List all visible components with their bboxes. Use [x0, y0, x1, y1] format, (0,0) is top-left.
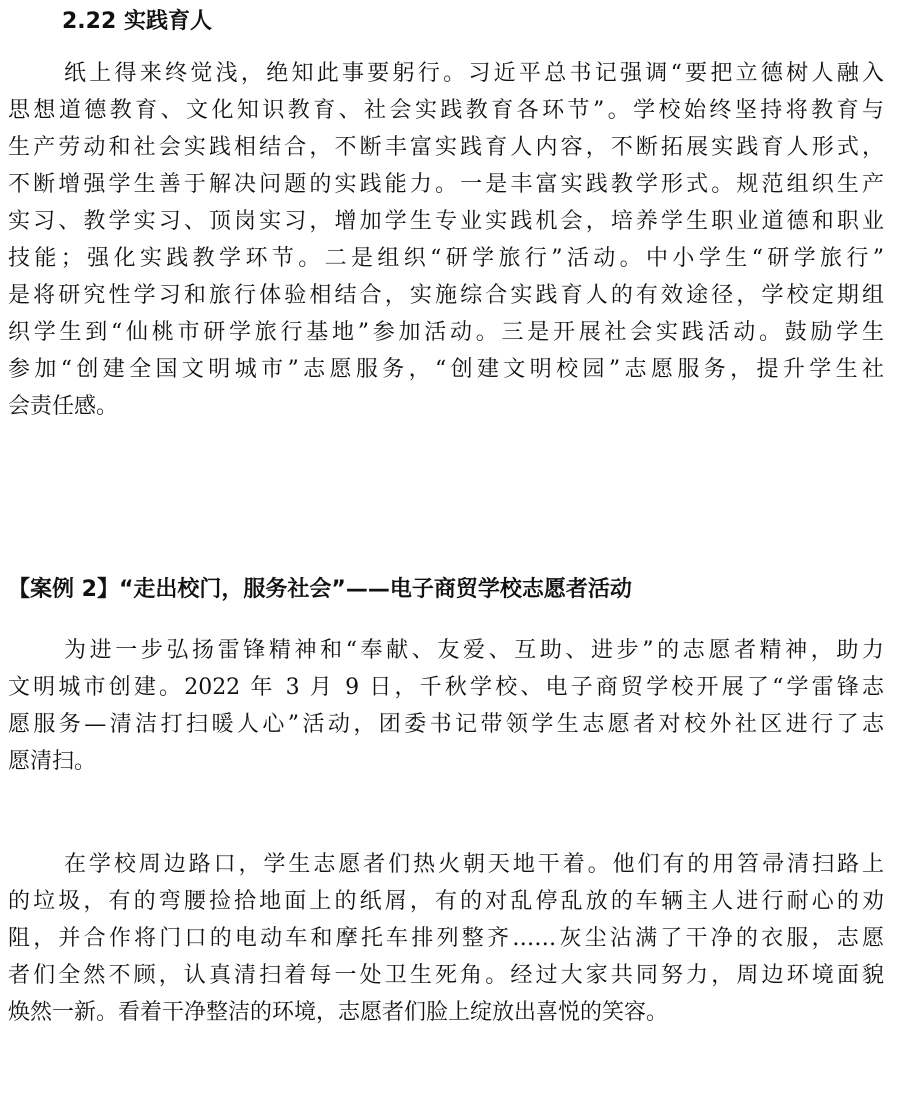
- paragraph-line: 阻，并合作将门口的电动车和摩托车排列整齐……灰尘沾满了干净的衣服，志愿: [8, 926, 884, 951]
- paragraph-line: 织学生到“仙桃市研学旅行基地”参加活动。三是开展社会实践活动。鼓励学生: [8, 320, 884, 345]
- paragraph-line: 技能；强化实践教学环节。二是组织“研学旅行”活动。中小学生“研学旅行”: [8, 246, 884, 271]
- paragraph-line: 实习、教学实习、顶岗实习，增加学生专业实践机会，培养学生职业道德和职业: [8, 209, 884, 234]
- paragraph-line: 焕然一新。看着干净整洁的环境，志愿者们脸上绽放出喜悦的笑容。: [8, 1000, 669, 1025]
- paragraph-line: 者们全然不顾，认真清扫着每一处卫生死角。经过大家共同努力，周边环境面貌: [8, 963, 884, 988]
- paragraph-line: 思想道德教育、文化知识教育、社会实践教育各环节”。学校始终坚持将教育与: [8, 98, 884, 123]
- section-heading: 2.22 实践育人: [62, 9, 212, 34]
- paragraph-line: 会责任感。: [8, 394, 119, 419]
- section-paragraph: [8, 55, 884, 425]
- paragraph-line: 纸上得来终觉浅，绝知此事要躬行。习近平总书记强调“要把立德树人融入: [64, 61, 884, 86]
- paragraph-line: 为进一步弘扬雷锋精神和“奉献、友爱、互助、进步”的志愿者精神，助力: [64, 638, 884, 663]
- paragraph-line: 不断增强学生善于解决问题的实践能力。一是丰富实践教学形式。规范组织生产: [8, 172, 884, 197]
- paragraph-line: 参加“创建全国文明城市”志愿服务，“创建文明校园”志愿服务，提升学生社: [8, 357, 884, 382]
- paragraph-line: 在学校周边路口，学生志愿者们热火朝天地干着。他们有的用笤帚清扫路上: [64, 852, 884, 877]
- paragraph-line: 愿服务—清洁打扫暖人心”活动，团委书记带领学生志愿者对校外社区进行了志: [8, 712, 884, 737]
- case-paragraph-1: [8, 632, 884, 780]
- case-paragraph-2: [8, 846, 884, 1031]
- case-heading: 【案例 2】“走出校门，服务社会”——电子商贸学校志愿者活动: [8, 577, 632, 602]
- paragraph-line: 的垃圾，有的弯腰捡拾地面上的纸屑，有的对乱停乱放的车辆主人进行耐心的劝: [8, 889, 884, 914]
- paragraph-line: 生产劳动和社会实践相结合，不断丰富实践育人内容，不断拓展实践育人形式，: [8, 135, 884, 160]
- paragraph-line: 愿清扫。: [8, 749, 97, 774]
- paragraph-line: 文明城市创建。2022 年 3 月 9 日，千秋学校、电子商贸学校开展了“学雷锋志: [8, 675, 884, 700]
- paragraph-line: 是将研究性学习和旅行体验相结合，实施综合实践育人的有效途径，学校定期组: [8, 283, 884, 308]
